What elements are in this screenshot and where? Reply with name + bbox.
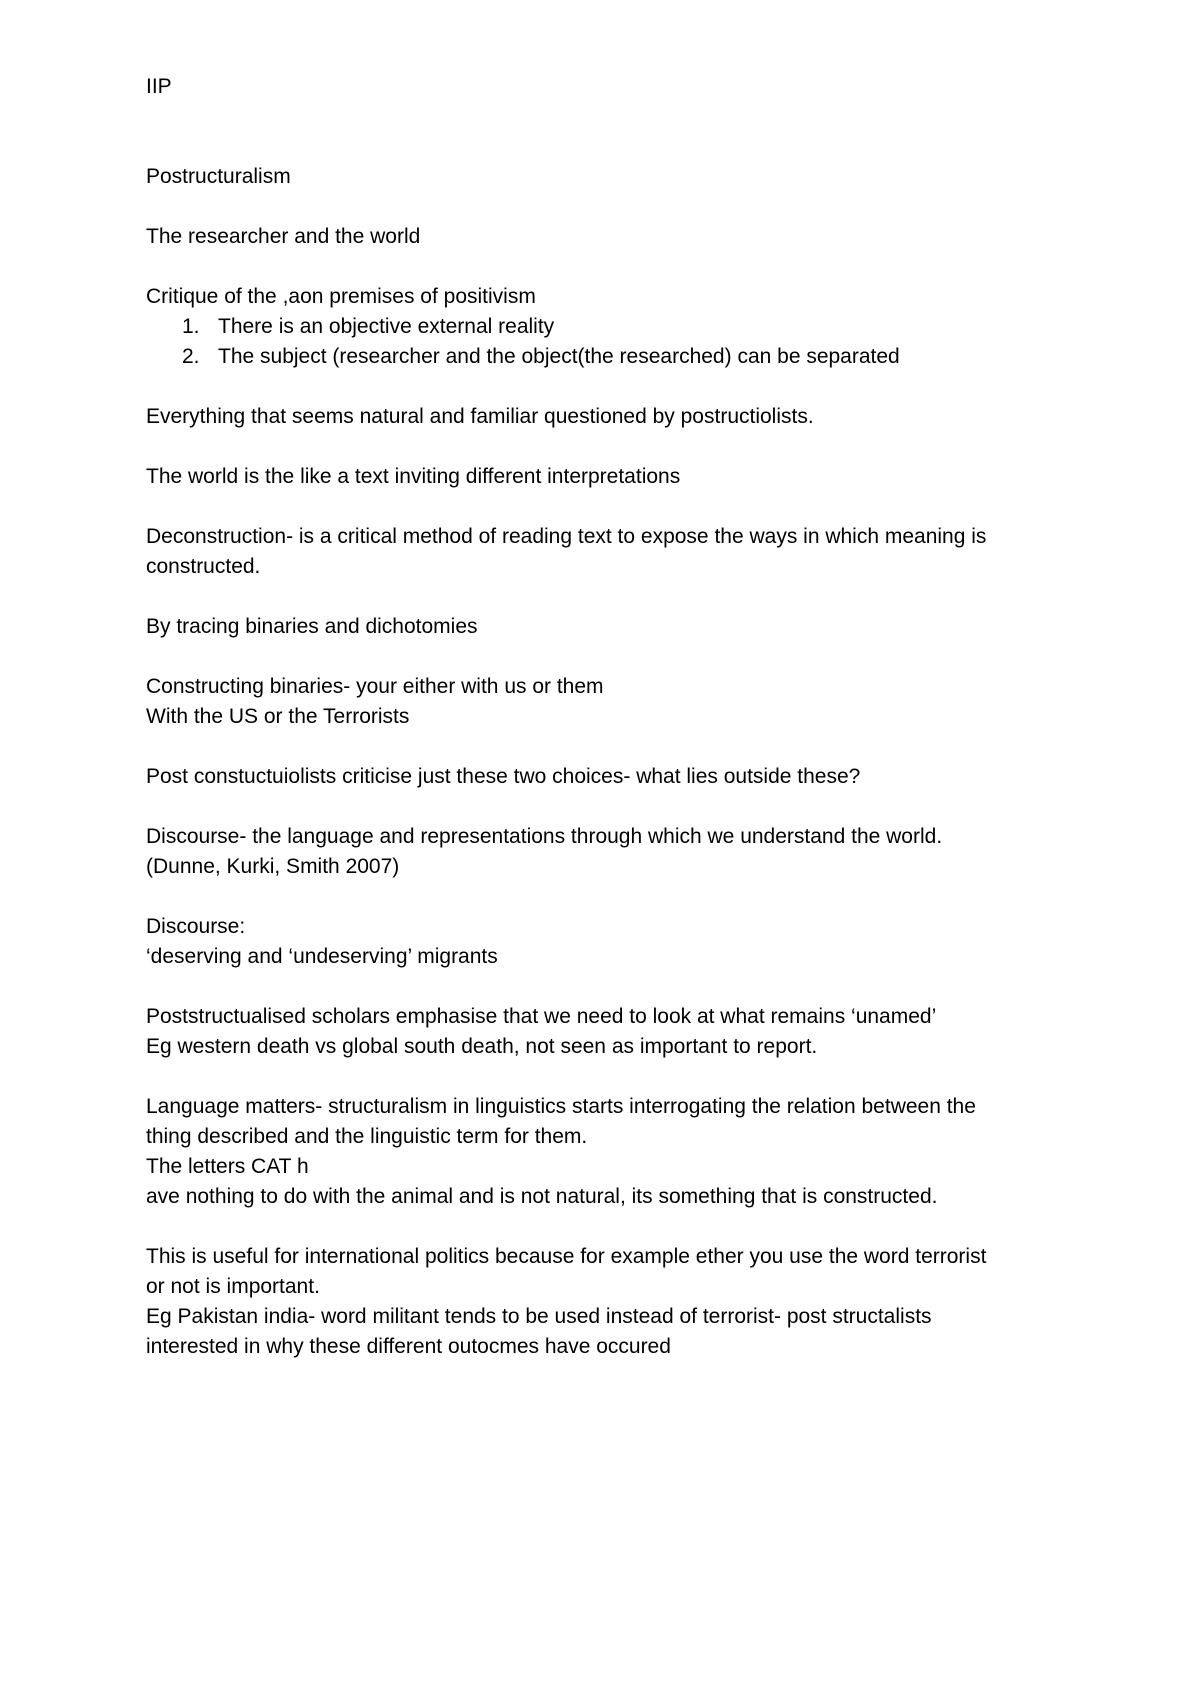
list-text: The subject (researcher and the object(the researched) can be separated bbox=[218, 345, 900, 368]
paragraph-post-constructivists: Post constuctuiolists criticise just these two choices- what lies outside these? bbox=[146, 765, 861, 788]
document-header: IIP bbox=[146, 75, 172, 98]
paragraph-world-text: The world is the like a text inviting different interpretations bbox=[146, 465, 681, 488]
paragraph-critique: Critique of the ,aon premises of positivism bbox=[146, 285, 536, 308]
paragraph-poststructural-line-1: Poststructualised scholars emphasise that we need to look at what remains ‘unamed’ bbox=[146, 1005, 937, 1028]
paragraph-discourse-citation: (Dunne, Kurki, Smith 2007) bbox=[146, 855, 400, 878]
paragraph-discourse-label: Discourse: bbox=[146, 915, 246, 938]
document-body bbox=[146, 72, 1066, 1362]
spacer bbox=[146, 192, 1066, 222]
spacer bbox=[146, 972, 1066, 1002]
paragraph-poststructural-line-2: Eg western death vs global south death, not seen as important to report. bbox=[146, 1035, 818, 1058]
paragraph-tracing: By tracing binaries and dichotomies bbox=[146, 615, 478, 638]
spacer bbox=[146, 882, 1066, 912]
spacer bbox=[146, 1212, 1066, 1242]
paragraph-deconstruction-line-2: constructed. bbox=[146, 555, 261, 578]
spacer bbox=[146, 642, 1066, 672]
paragraph-language-line-3: The letters CAT h bbox=[146, 1155, 309, 1178]
paragraph-language-line-2: thing described and the linguistic term for them. bbox=[146, 1125, 588, 1148]
spacer bbox=[146, 372, 1066, 402]
premises-list bbox=[146, 312, 1066, 372]
paragraph-useful-line-1: This is useful for international politics because for example ether you use the word terrorist bbox=[146, 1245, 987, 1268]
spacer bbox=[146, 252, 1066, 282]
paragraph-useful-line-2: or not is important. bbox=[146, 1275, 320, 1298]
paragraph-everything: Everything that seems natural and familiar questioned by postructiolists. bbox=[146, 405, 814, 428]
spacer bbox=[146, 582, 1066, 612]
spacer bbox=[146, 792, 1066, 822]
spacer bbox=[146, 1062, 1066, 1092]
paragraph-constructing-line-2: With the US or the Terrorists bbox=[146, 705, 410, 728]
paragraph-useful-line-3: Eg Pakistan india- word militant tends to be used instead of terrorist- post structalists bbox=[146, 1305, 932, 1328]
list-item bbox=[182, 342, 1066, 372]
paragraph-useful-line-4: interested in why these different outocmes have occured bbox=[146, 1335, 671, 1358]
paragraph-deconstruction-line-1: Deconstruction- is a critical method of reading text to expose the ways in which meaning is bbox=[146, 525, 987, 548]
paragraph-language-line-1: Language matters- structuralism in linguistics starts interrogating the relation between the bbox=[146, 1095, 976, 1118]
paragraph-constructing-line-1: Constructing binaries- your either with us or them bbox=[146, 675, 604, 698]
list-item bbox=[182, 312, 1066, 342]
spacer bbox=[146, 102, 1066, 162]
paragraph-language-line-4: ave nothing to do with the animal and is not natural, its something that is constructed. bbox=[146, 1185, 938, 1208]
list-text: There is an objective external reality bbox=[218, 315, 555, 338]
paragraph-migrants: ‘deserving and ‘undeserving’ migrants bbox=[146, 945, 498, 968]
spacer bbox=[146, 732, 1066, 762]
list-number: 2. bbox=[182, 345, 200, 368]
paragraph-researcher: The researcher and the world bbox=[146, 225, 421, 248]
document-title: Postructuralism bbox=[146, 165, 291, 188]
paragraph-discourse-line-1: Discourse- the language and representations through which we understand the world. bbox=[146, 825, 943, 848]
list-number: 1. bbox=[182, 315, 200, 338]
spacer bbox=[146, 492, 1066, 522]
spacer bbox=[146, 432, 1066, 462]
